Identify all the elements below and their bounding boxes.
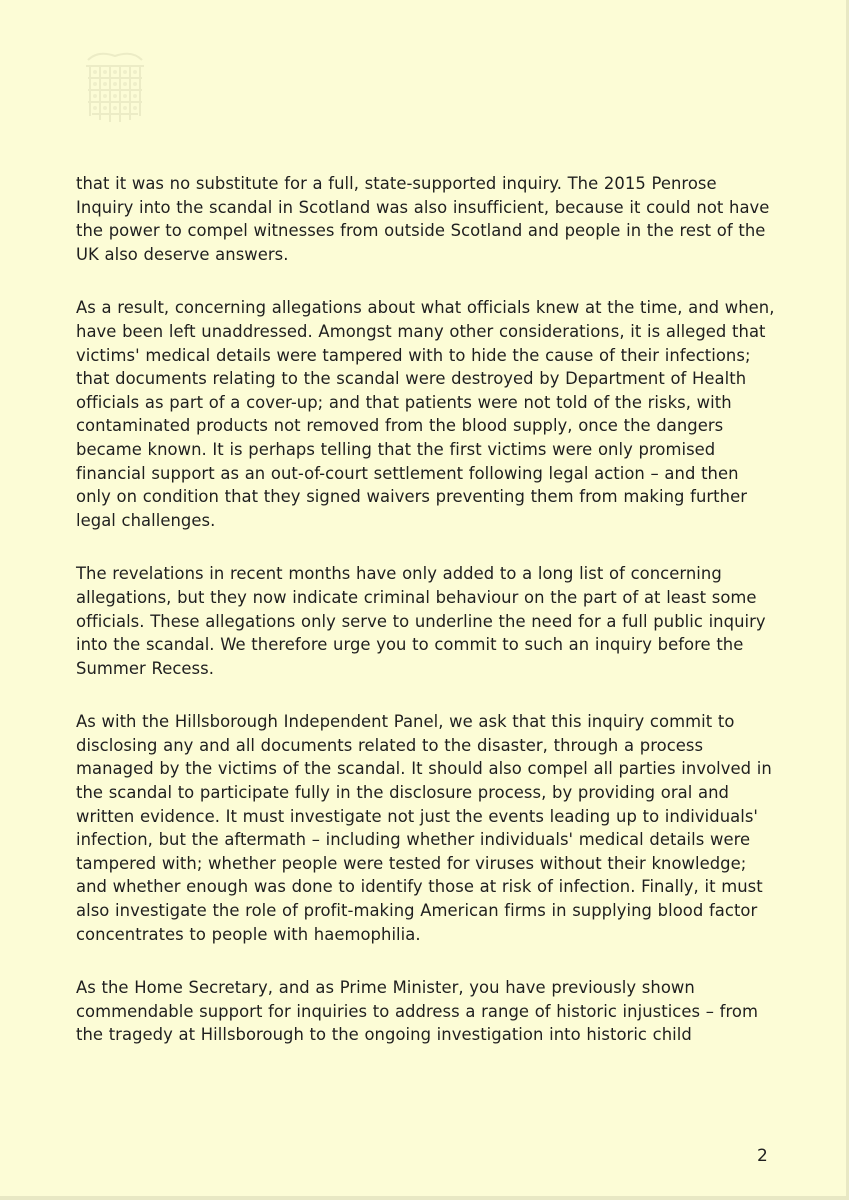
portcullis-crest-icon xyxy=(78,48,152,128)
paragraph-penrose-inquiry: that it was no substitute for a full, state-supported inquiry. The 2015 Penrose Inquiry into the scandal in Scotland was also insufficient, because it could not have the power to compel witnesses from outside Scotland and people in the rest of the UK also deserve answers. xyxy=(76,174,770,264)
paragraph-home-secretary: As the Home Secretary, and as Prime Minister, you have previously shown commendable support for inquiries to address a range of historic injustices – from the tragedy at Hillsborough to the ongoing investigation into historic child xyxy=(76,978,758,1045)
paragraph-revelations: The revelations in recent months have only added to a long list of concerning allegations, but they now indicate criminal behaviour on the part of at least some officials. These allegations only serve to underline the need for a full public inquiry into the scandal. We therefore urge you to commit to such an inquiry before the Summer Recess. xyxy=(76,564,766,678)
paragraph-hillsborough-panel: As with the Hillsborough Independent Panel, we ask that this inquiry commit to disclosing any and all documents related to the disaster, through a process managed by the victims of the scandal. It should also compel all parties involved in the scandal to participate fully in the disclosure process, by providing oral and written evidence. It must investigate not just the events leading up to individuals' infection, but the aftermath – including whether individuals' medical details were tampered with; whether people were tested for viruses without their knowledge; and whether enough was done to identify those at risk of infection. Finally, it must also investigate the role of profit-making American firms in supplying blood factor concentrates to people with haemophilia. xyxy=(76,712,772,944)
paragraph-allegations: As a result, concerning allegations about what officials knew at the time, and when, have been left unaddressed. Amongst many other considerations, it is alleged that victims' medical details were tampered with to hide the cause of their infections; that documents relating to the scandal were destroyed by Department of Health officials as part of a cover-up; and that patients were not told of the risks, with contaminated products not removed from the blood supply, once the dangers became known. It is perhaps telling that the first victims were only promised financial support as an out-of-court settlement following legal action – and then only on condition that they signed waivers preventing them from making further legal challenges. xyxy=(76,298,775,530)
page-number: 2 xyxy=(757,1146,768,1166)
letter-body xyxy=(76,172,776,1077)
